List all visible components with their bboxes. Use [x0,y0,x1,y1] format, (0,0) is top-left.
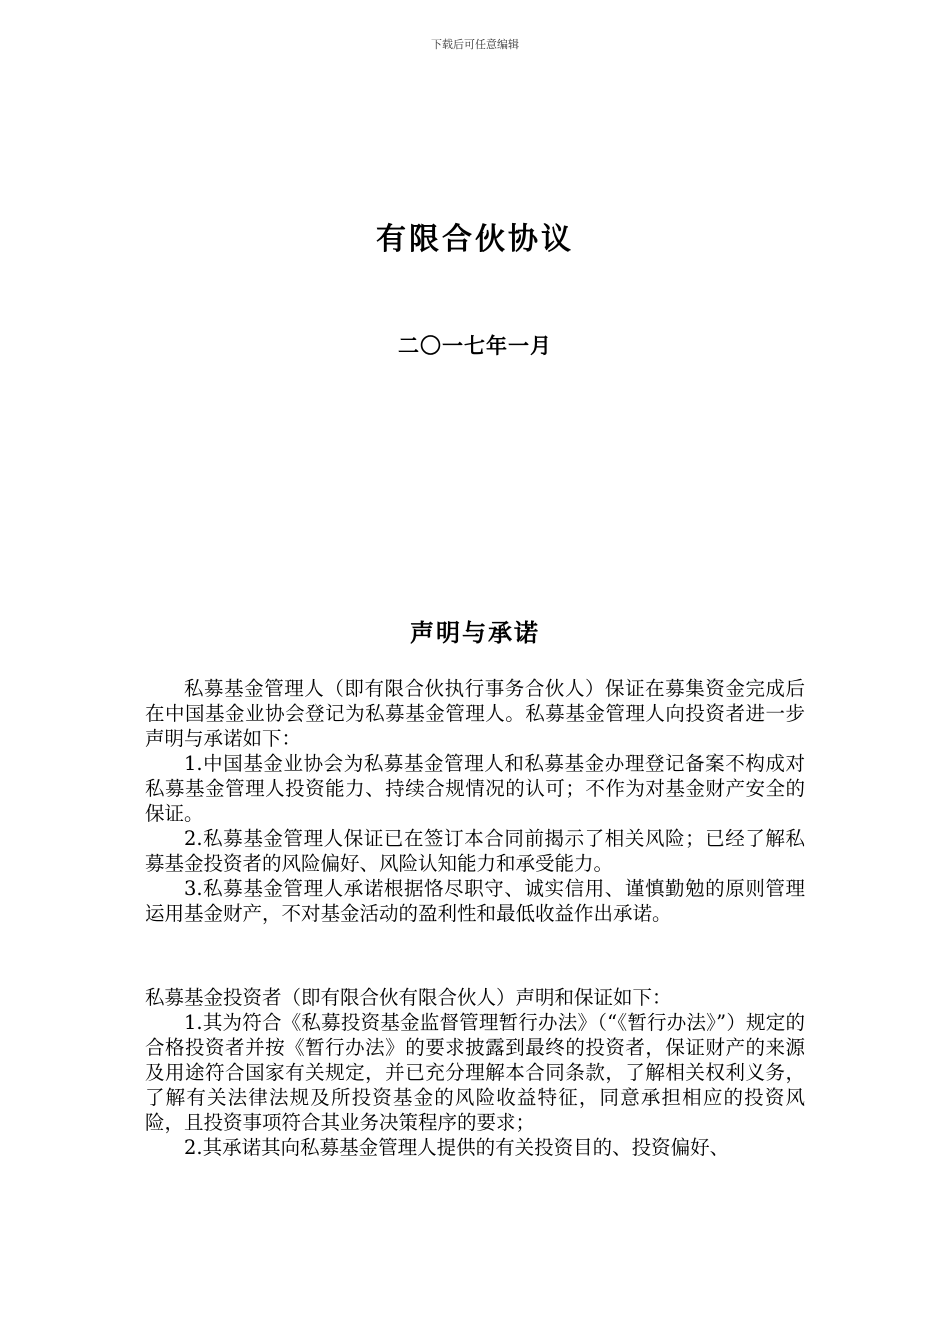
investor-intro-paragraph: 私募基金投资者（即有限合伙有限合伙人）声明和保证如下： [145,986,672,1009]
manager-statement-block [145,676,805,926]
document-date: 二〇一七年一月 [398,333,552,358]
investor-item-2: 2.其承诺其向私募基金管理人提供的有关投资目的、投资偏好、 [184,1136,730,1159]
investor-statement-block [145,985,805,1160]
manager-item-1: 1.中国基金业协会为私募基金管理人和私募基金办理登记备案不构成对私募基金管理人投资能力、持续合规情况的认可；不作为对基金财产安全的保证。 [145,752,805,825]
investor-item-1: 1.其为符合《私募投资基金监督管理暂行办法》（“《暂行办法》”）规定的合格投资者并按《暂行办法》的要求披露到最终的投资者，保证财产的来源及用途符合国家有关规定，并已充分理解本合同条款，了解相关权利义务，了解有关法律法规及所投资基金的风险收益特征，同意承担相应的投资风险，且投资事项符合其业务决策程序的要求； [145,1011,805,1134]
header-note: 下载后可任意编辑 [431,38,519,51]
manager-item-2: 2.私募基金管理人保证已在签订本合同前揭示了相关风险；已经了解私募基金投资者的风险偏好、风险认知能力和承受能力。 [145,827,805,875]
manager-item-3: 3.私募基金管理人承诺根据恪尽职守、诚实信用、谨慎勤勉的原则管理运用基金财产，不对基金活动的盈利性和最低收益作出承诺。 [145,877,805,925]
section-heading: 声明与承诺 [410,618,540,647]
document-title: 有限合伙协议 [376,222,574,257]
manager-intro-paragraph: 私募基金管理人（即有限合伙执行事务合伙人）保证在募集资金完成后在中国基金业协会登记为私募基金管理人。私募基金管理人向投资者进一步声明与承诺如下： [145,677,805,750]
